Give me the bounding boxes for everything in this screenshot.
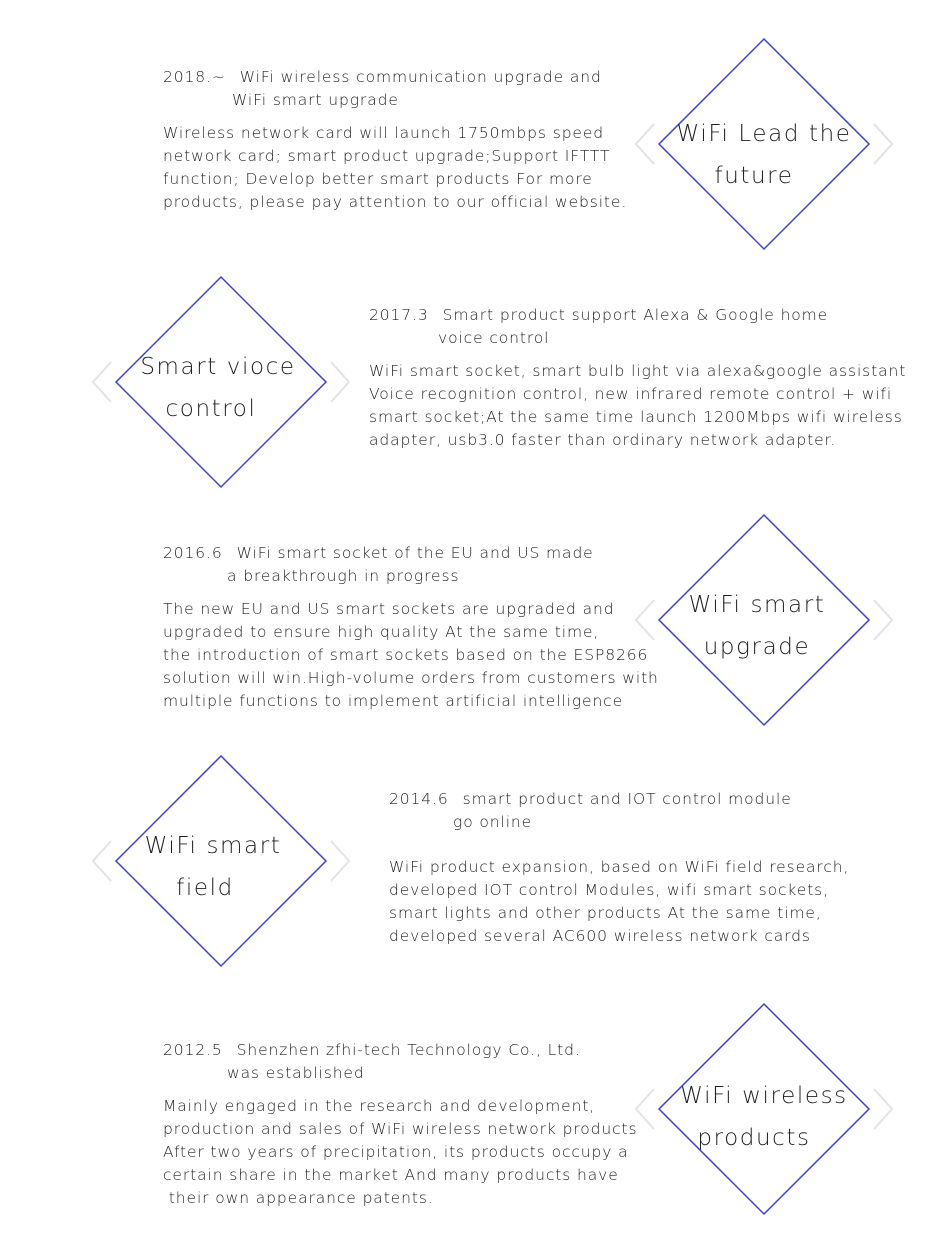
milestone-text xyxy=(369,304,906,452)
milestone-date: 2012.5 xyxy=(163,1041,223,1059)
milestone-heading xyxy=(389,788,849,811)
milestone-title-line2: was established xyxy=(227,1064,365,1082)
description-line: their own appearance patents. xyxy=(163,1189,434,1207)
badge-label-line1: WiFi smart xyxy=(688,592,826,618)
milestone-title-line1: Smart product support Alexa & Google home xyxy=(442,306,829,324)
description-line: adapter, usb3.0 faster than ordinary network adapter. xyxy=(369,431,837,449)
description-line: WiFi smart socket, smart bulb light via alexa&google assistant xyxy=(369,362,907,380)
milestone-description xyxy=(163,122,627,214)
milestone-text xyxy=(163,1039,637,1210)
milestone-text xyxy=(389,788,849,948)
description-line: After two years of precipitation, its products occupy a xyxy=(163,1143,629,1161)
milestone-title-line2: a breakthrough in progress xyxy=(227,567,460,585)
milestone-date: 2014.6 xyxy=(389,790,449,808)
description-line: upgraded to ensure high quality At the same time, xyxy=(163,623,600,641)
description-line: the introduction of smart sockets based on the ESP8266 xyxy=(163,646,649,664)
description-line: WiFi product expansion, based on WiFi field research, xyxy=(389,858,850,876)
milestone-badge xyxy=(614,510,914,730)
milestone-description xyxy=(389,856,849,948)
milestone-description xyxy=(163,598,659,713)
description-line: Wireless network card will launch 1750mbps speed xyxy=(163,124,605,142)
badge-label-line2: future xyxy=(714,163,794,189)
milestone-title-line1: WiFi wireless communication upgrade and xyxy=(239,68,602,86)
milestone-title-line1: smart product and IOT control module xyxy=(462,790,792,808)
milestone-title-line1: Shenzhen zfhi-tech Technology Co., Ltd. xyxy=(236,1041,581,1059)
description-line: production and sales of WiFi wireless network products xyxy=(163,1120,638,1138)
milestone-text xyxy=(163,66,627,214)
milestone-title-line2: go online xyxy=(453,813,533,831)
description-line: multiple functions to implement artificial intelligence xyxy=(163,692,624,710)
milestone-heading xyxy=(163,66,627,89)
description-line: certain share in the market And many products have xyxy=(163,1166,619,1184)
description-line: products, please pay attention to our official website. xyxy=(163,193,628,211)
milestone-title-line1: WiFi smart socket of the EU and US made xyxy=(236,544,594,562)
badge-label-line1: Smart vioce xyxy=(140,354,296,380)
description-line: network card; smart product upgrade;Support IFTTT xyxy=(163,147,611,165)
description-line: The new EU and US smart sockets are upgraded and xyxy=(163,600,615,618)
description-line: developed IOT control Modules, wifi smart sockets, xyxy=(389,881,829,899)
description-line: developed several AC600 wireless network cards xyxy=(389,927,811,945)
milestone-text xyxy=(163,542,659,713)
milestone-title-line2: voice control xyxy=(438,329,550,347)
badge-label-line1: WiFi smart xyxy=(144,833,282,859)
badge-label-line1: WiFi wireless xyxy=(680,1083,848,1109)
description-line: Mainly engaged in the research and development, xyxy=(163,1097,596,1115)
milestone-heading xyxy=(369,304,906,327)
milestone-heading xyxy=(163,1039,637,1062)
milestone-title-line2: WiFi smart upgrade xyxy=(232,91,399,109)
description-line: smart socket;At the same time launch 1200Mbps wifi wireless xyxy=(369,408,903,426)
description-line: function; Develop better smart products For more xyxy=(163,170,593,188)
description-line: smart lights and other products At the same time, xyxy=(389,904,822,922)
milestone-date: 2017.3 xyxy=(369,306,429,324)
badge-label-line2: upgrade xyxy=(703,634,811,660)
badge-label-line2: products xyxy=(697,1125,811,1151)
milestone-date: 2016.6 xyxy=(163,544,223,562)
milestone-date: 2018.~ xyxy=(163,68,226,86)
milestone-badge xyxy=(71,751,371,971)
badge-label-line2: control xyxy=(165,396,257,422)
milestone-description xyxy=(163,1095,637,1210)
badge-label-line1: WiFi Lead the xyxy=(676,121,852,147)
milestone-description xyxy=(369,360,906,452)
description-line: solution will win.High-volume orders from customers with xyxy=(163,669,659,687)
badge-label-line2: field xyxy=(176,875,234,901)
milestone-badge xyxy=(71,272,371,492)
description-line: Voice recognition control, new infrared remote control + wifi xyxy=(369,385,893,403)
milestone-heading xyxy=(163,542,659,565)
milestone-badge xyxy=(614,999,914,1219)
milestone-badge xyxy=(614,34,914,254)
